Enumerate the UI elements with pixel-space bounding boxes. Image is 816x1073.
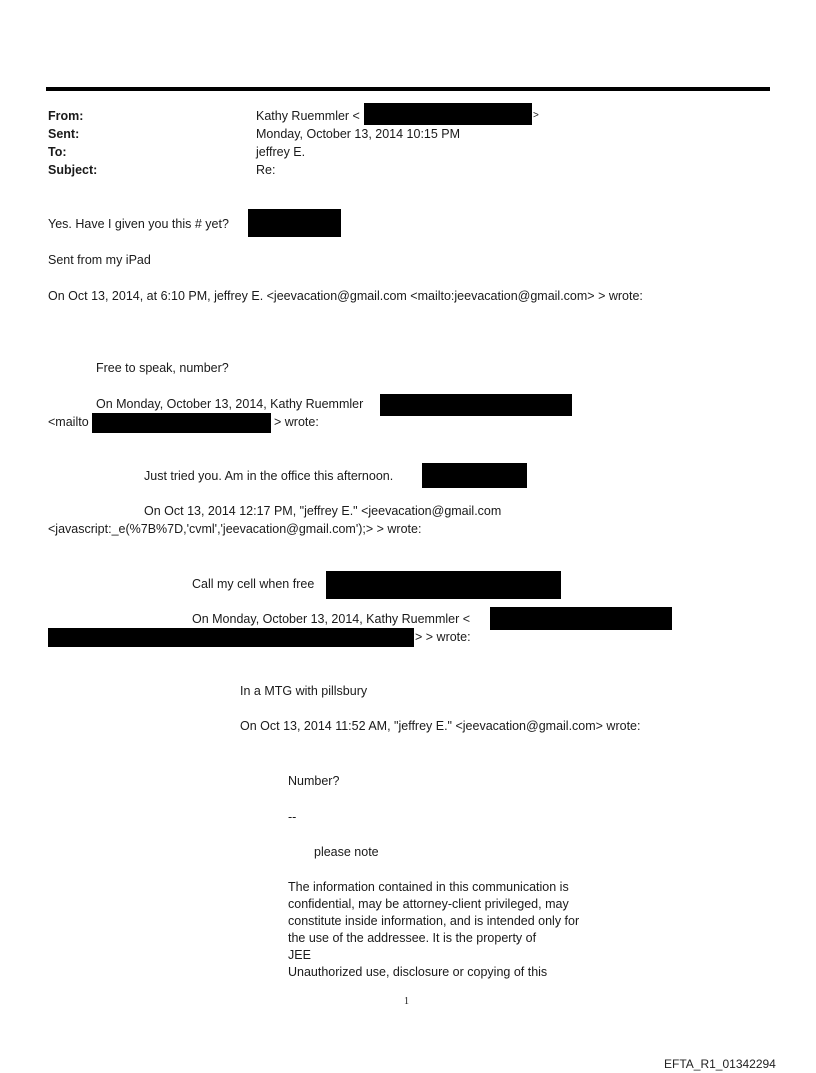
- from-close: >: [533, 110, 539, 121]
- message-4: In a MTG with pillsbury: [240, 684, 368, 698]
- bates-number: EFTA_R1_01342294: [664, 1057, 776, 1071]
- sent-value: Monday, October 13, 2014 10:15 PM: [256, 127, 461, 141]
- signature-separator: --: [288, 810, 297, 824]
- subject-label: Subject:: [48, 163, 98, 177]
- message-1: Free to speak, number?: [96, 361, 229, 375]
- to-value: jeffrey E.: [256, 145, 306, 159]
- header-rule: [46, 87, 770, 91]
- quote-header-3-line1: On Oct 13, 2014 12:17 PM, "jeffrey E." <jeevacation@gmail.com: [144, 504, 502, 518]
- redaction-cell: [326, 571, 561, 599]
- subject-value: Re:: [256, 163, 276, 177]
- from-label: From:: [48, 109, 84, 123]
- reply-text: Yes. Have I given you this # yet?: [48, 217, 229, 231]
- quote-header-4-wrote: > > wrote:: [415, 630, 471, 644]
- disclaimer-line-4: the use of the addressee. It is the property of: [288, 931, 537, 945]
- sent-label: Sent:: [48, 127, 80, 141]
- redaction-phone-2: [422, 463, 527, 488]
- redaction-email-4b: [48, 628, 414, 647]
- message-3: Call my cell when free: [192, 577, 315, 591]
- redaction-email-2a: [380, 394, 572, 416]
- to-label: To:: [48, 145, 67, 159]
- quote-header-2-mailto: <mailto: [48, 415, 89, 429]
- quote-header-4-line1: On Monday, October 13, 2014, Kathy Ruemmler <: [192, 612, 471, 626]
- redaction-from-email: [364, 103, 532, 125]
- please-note: please note: [314, 845, 379, 859]
- from-value: Kathy Ruemmler <: [256, 109, 360, 123]
- redaction-email-4a: [490, 607, 672, 630]
- redaction-email-2b: [92, 413, 271, 433]
- message-5: Number?: [288, 774, 340, 788]
- redaction-phone: [248, 209, 341, 237]
- quote-header-2-line1: On Monday, October 13, 2014, Kathy Ruemmler: [96, 397, 364, 411]
- sent-from: Sent from my iPad: [48, 253, 151, 267]
- disclaimer-line-5: JEE: [288, 948, 311, 962]
- disclaimer-line-3: constitute inside information, and is intended only for: [288, 914, 580, 928]
- quote-header-3-line2: <javascript:_e(%7B%7D,'cvml','jeevacation@gmail.com');> > wrote:: [48, 522, 422, 536]
- message-2: Just tried you. Am in the office this afternoon.: [144, 469, 394, 483]
- quote-header-5: On Oct 13, 2014 11:52 AM, "jeffrey E." <jeevacation@gmail.com> wrote:: [240, 719, 641, 733]
- disclaimer-line-1: The information contained in this communication is: [288, 880, 569, 894]
- disclaimer-line-2: confidential, may be attorney-client privileged, may: [288, 897, 569, 911]
- quote-header-2-wrote: > wrote:: [274, 415, 319, 429]
- quote-header-1: On Oct 13, 2014, at 6:10 PM, jeffrey E. <jeevacation@gmail.com <mailto:jeevacation@gmail.com> > wrote:: [48, 289, 643, 303]
- disclaimer-line-6: Unauthorized use, disclosure or copying of this: [288, 965, 548, 979]
- page-number: 1: [404, 996, 409, 1007]
